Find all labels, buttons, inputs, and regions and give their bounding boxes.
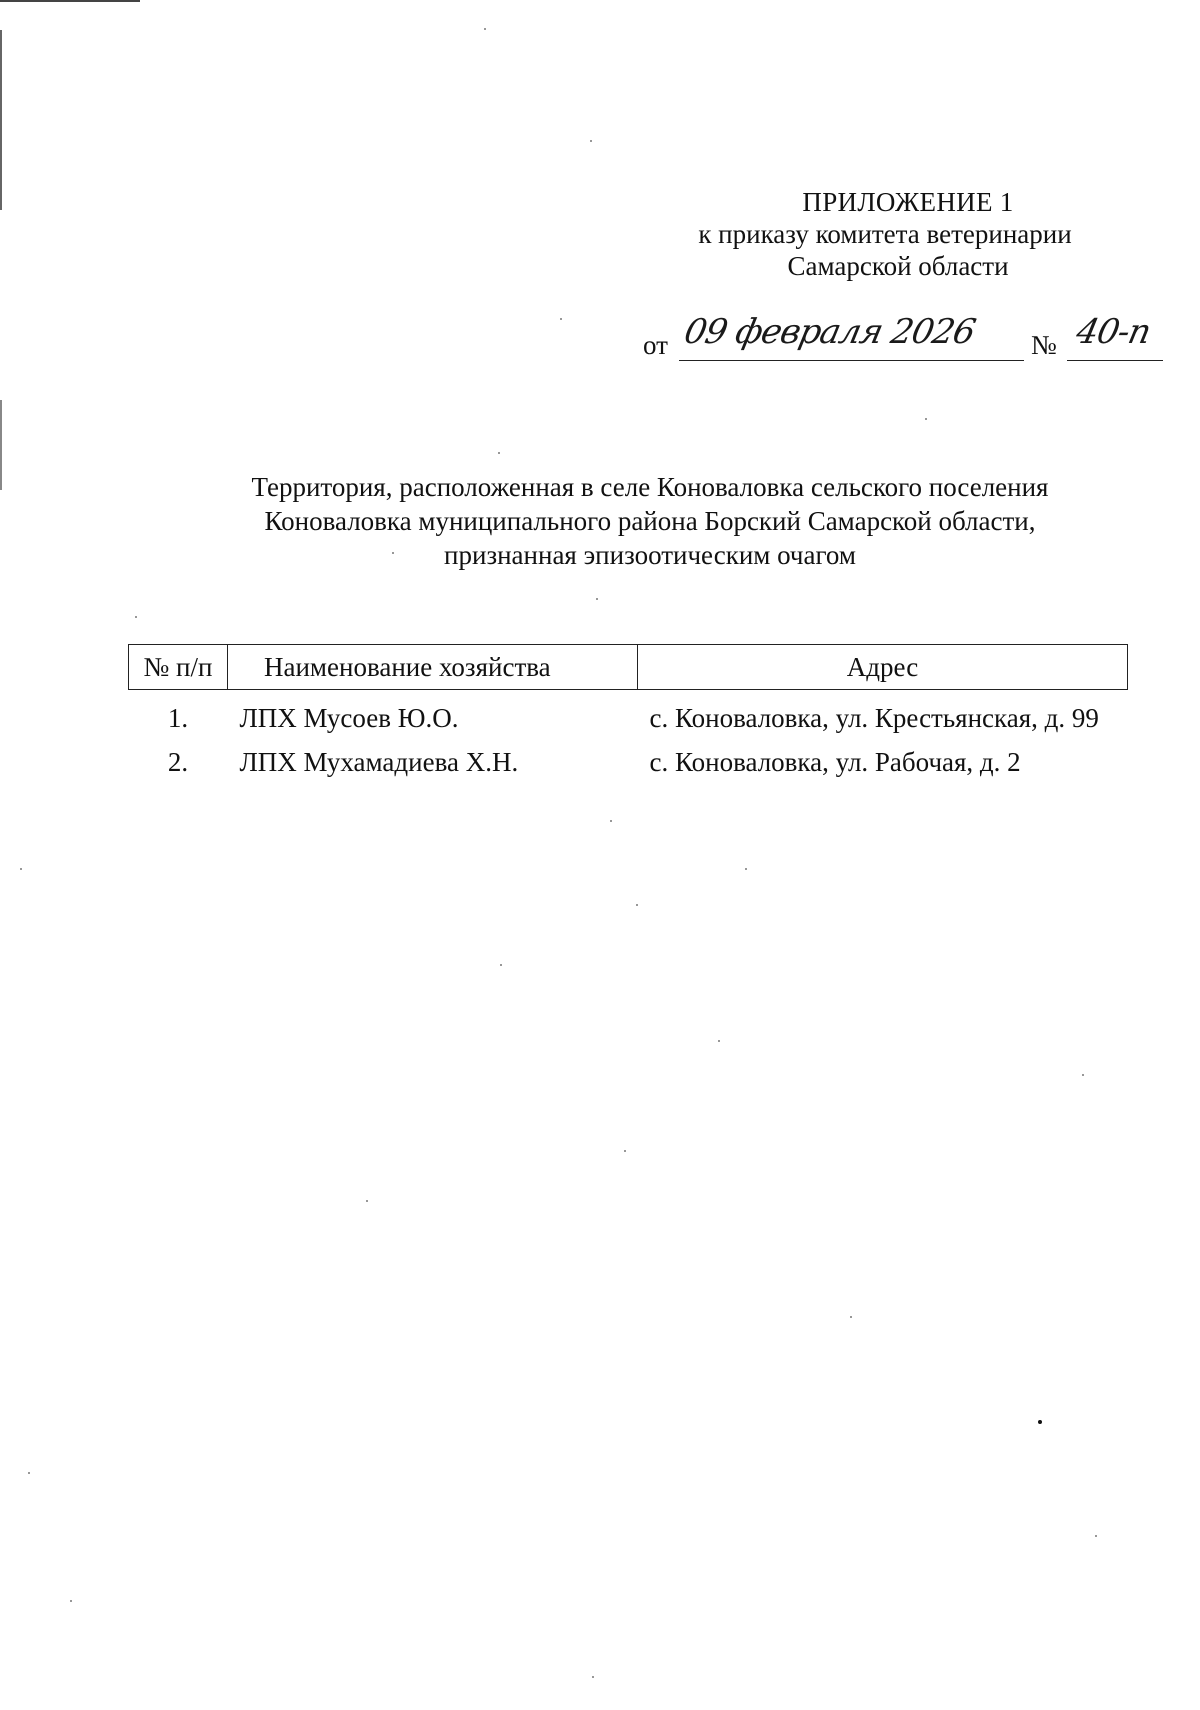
farm-address: с. Коноваловка, ул. Крестьянская, д. 99 [649, 702, 1099, 733]
scan-speck [498, 452, 500, 454]
scan-speck [590, 140, 592, 142]
date-field [679, 312, 1024, 361]
heading-line: Территория, расположенная в селе Коноваловка сельского поселения [251, 472, 1049, 502]
scan-speck [484, 28, 486, 30]
annex-reference-line: к приказу комитета ветеринарии [698, 219, 1072, 249]
row-number: 1. [167, 702, 189, 733]
row-number: 2. [167, 746, 189, 777]
scan-speck [560, 318, 562, 320]
table-header-row [129, 645, 1128, 690]
table-row [129, 740, 1128, 784]
farms-table [128, 644, 1128, 784]
order-date-line [643, 312, 1154, 366]
number-sign: № [1031, 330, 1057, 360]
heading-line: признанная эпизоотическим очагом [444, 540, 856, 570]
farm-name: ЛПХ Мусоев Ю.О. [239, 702, 459, 733]
scan-speck [636, 904, 638, 906]
scan-edge-artifact [0, 400, 2, 490]
table-row [129, 690, 1128, 741]
farm-address: с. Коноваловка, ул. Рабочая, д. 2 [649, 746, 1021, 777]
column-header-address: Адрес [638, 645, 1128, 690]
scan-speck [718, 1040, 720, 1042]
scan-speck [925, 418, 927, 420]
annex-title: ПРИЛОЖЕНИЕ 1 [802, 187, 1014, 217]
heading-line: Коноваловка муниципального района Борский Самарской области, [264, 506, 1036, 536]
scan-speck [624, 1150, 626, 1152]
annex-region-line: Самарской области [787, 251, 1009, 281]
scan-edge-artifact [0, 30, 2, 210]
annex-block [660, 186, 1130, 282]
scan-edge-artifact [0, 0, 140, 2]
scan-speck [745, 868, 747, 870]
scan-speck [28, 1472, 30, 1474]
farm-name: ЛПХ Мухамадиева Х.Н. [239, 746, 519, 777]
scan-speck [500, 964, 502, 966]
scan-speck [1038, 1420, 1042, 1424]
date-prefix: от [643, 330, 668, 360]
scan-speck [610, 820, 612, 822]
handwritten-number: 40-п [1072, 312, 1154, 352]
scan-speck [135, 616, 137, 618]
handwritten-date: 09 февраля 2026 [680, 312, 979, 352]
scan-speck [850, 1316, 852, 1318]
document-heading [180, 470, 1120, 572]
column-header-farm-name: Наименование хозяйства [228, 645, 638, 690]
scan-speck [70, 1600, 72, 1602]
scan-speck [1095, 1535, 1097, 1537]
column-header-number: № п/п [129, 645, 228, 690]
scan-speck [596, 598, 598, 600]
scan-speck [366, 1200, 368, 1202]
scan-speck [592, 1676, 594, 1678]
number-field [1067, 312, 1163, 361]
scan-speck [20, 868, 22, 870]
scan-speck [1082, 1074, 1084, 1076]
